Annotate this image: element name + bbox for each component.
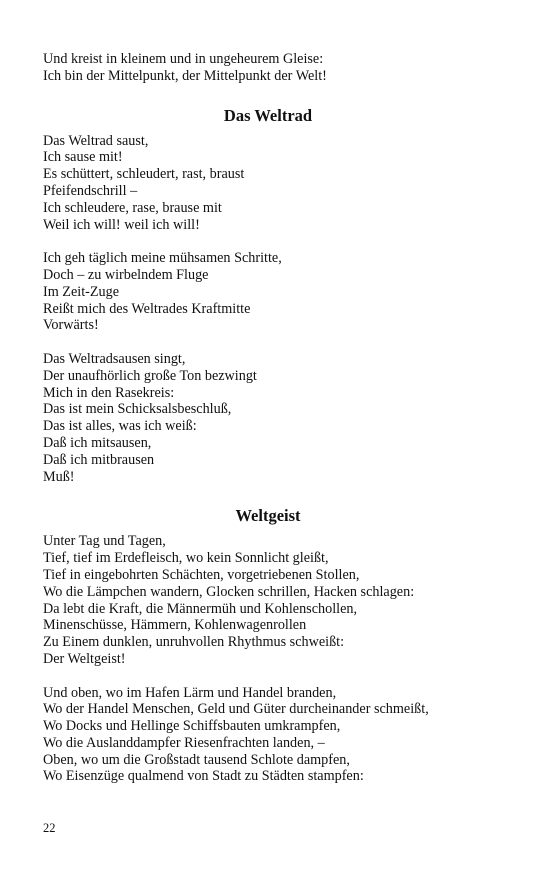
stanza xyxy=(43,133,523,234)
verse-line: Pfeifendschrill – xyxy=(43,182,138,199)
poem-weltgeist xyxy=(43,533,523,785)
verse-line: Ich geh täglich meine mühsamen Schritte, xyxy=(43,250,282,267)
verse-line: Vorwärts! xyxy=(43,317,99,334)
verse-line: Ich schleudere, rase, brause mit xyxy=(43,199,222,216)
stanza xyxy=(43,533,523,667)
verse-line: Ich sause mit! xyxy=(43,149,123,166)
stanza xyxy=(43,250,523,334)
poem-title: Das Weltrad xyxy=(223,105,313,125)
verse-line: Da lebt die Kraft, die Männermüh und Kohlenschollen, xyxy=(43,600,358,617)
verse-line: Ich bin der Mittelpunkt, der Mittelpunkt der Welt! xyxy=(43,67,327,84)
verse-line: Daß ich mitsausen, xyxy=(43,434,152,451)
verse-line: Das Weltradsausen singt, xyxy=(43,350,186,367)
stanza xyxy=(43,351,523,485)
page-number: 22 xyxy=(43,821,56,835)
verse-line: Der Weltgeist! xyxy=(43,650,126,667)
verse-line: Das ist alles, was ich weiß: xyxy=(43,418,197,435)
verse-line: Oben, wo um die Großstadt tausend Schlote dampfen, xyxy=(43,751,350,768)
verse-line: Tief in eingebohrten Schächten, vorgetriebenen Stollen, xyxy=(43,566,360,583)
verse-line: Mich in den Rasekreis: xyxy=(43,384,175,401)
verse-line: Der unaufhörlich große Ton bezwingt xyxy=(43,367,257,384)
verse-line: Daß ich mitbrausen xyxy=(43,451,155,468)
verse-line: Das ist mein Schicksalsbeschluß, xyxy=(43,401,232,418)
verse-line: Wo die Lämpchen wandern, Glocken schrillen, Hacken schlagen: xyxy=(43,583,415,600)
intro-stanza xyxy=(43,51,523,85)
page-body xyxy=(43,51,523,785)
verse-line: Unter Tag und Tagen, xyxy=(43,533,166,550)
stanza xyxy=(43,685,523,786)
verse-line: Und oben, wo im Hafen Lärm und Handel branden, xyxy=(43,684,337,701)
verse-line: Tief, tief im Erdefleisch, wo kein Sonnlicht gleißt, xyxy=(43,550,329,567)
verse-line: Im Zeit-Zuge xyxy=(43,283,120,300)
verse-line: Wo die Auslanddampfer Riesenfrachten landen, – xyxy=(43,734,325,751)
verse-line: Es schüttert, schleudert, rast, braust xyxy=(43,166,245,183)
verse-line: Doch – zu wirbelndem Fluge xyxy=(43,266,209,283)
verse-line: Das Weltrad saust, xyxy=(43,132,149,149)
verse-line: Zu Einem dunklen, unruhvollen Rhythmus schweißt: xyxy=(43,634,345,651)
verse-line: Weil ich will! weil ich will! xyxy=(43,216,200,233)
verse-line: Reißt mich des Weltrades Kraftmitte xyxy=(43,300,251,317)
verse-line: Wo Eisenzüge qualmend von Stadt zu Städten stampfen: xyxy=(43,768,364,785)
poem-weltrad xyxy=(43,133,523,486)
verse-line: Wo Docks und Hellinge Schiffsbauten umkrampfen, xyxy=(43,718,341,735)
poem-title: Weltgeist xyxy=(235,506,301,526)
verse-line: Und kreist in kleinem und in ungeheurem Gleise: xyxy=(43,51,324,67)
verse-line: Muß! xyxy=(43,468,75,485)
verse-line: Wo der Handel Menschen, Geld und Güter durcheinander schmeißt, xyxy=(43,701,429,718)
verse-line: Minenschüsse, Hämmern, Kohlenwagenrollen xyxy=(43,617,307,634)
